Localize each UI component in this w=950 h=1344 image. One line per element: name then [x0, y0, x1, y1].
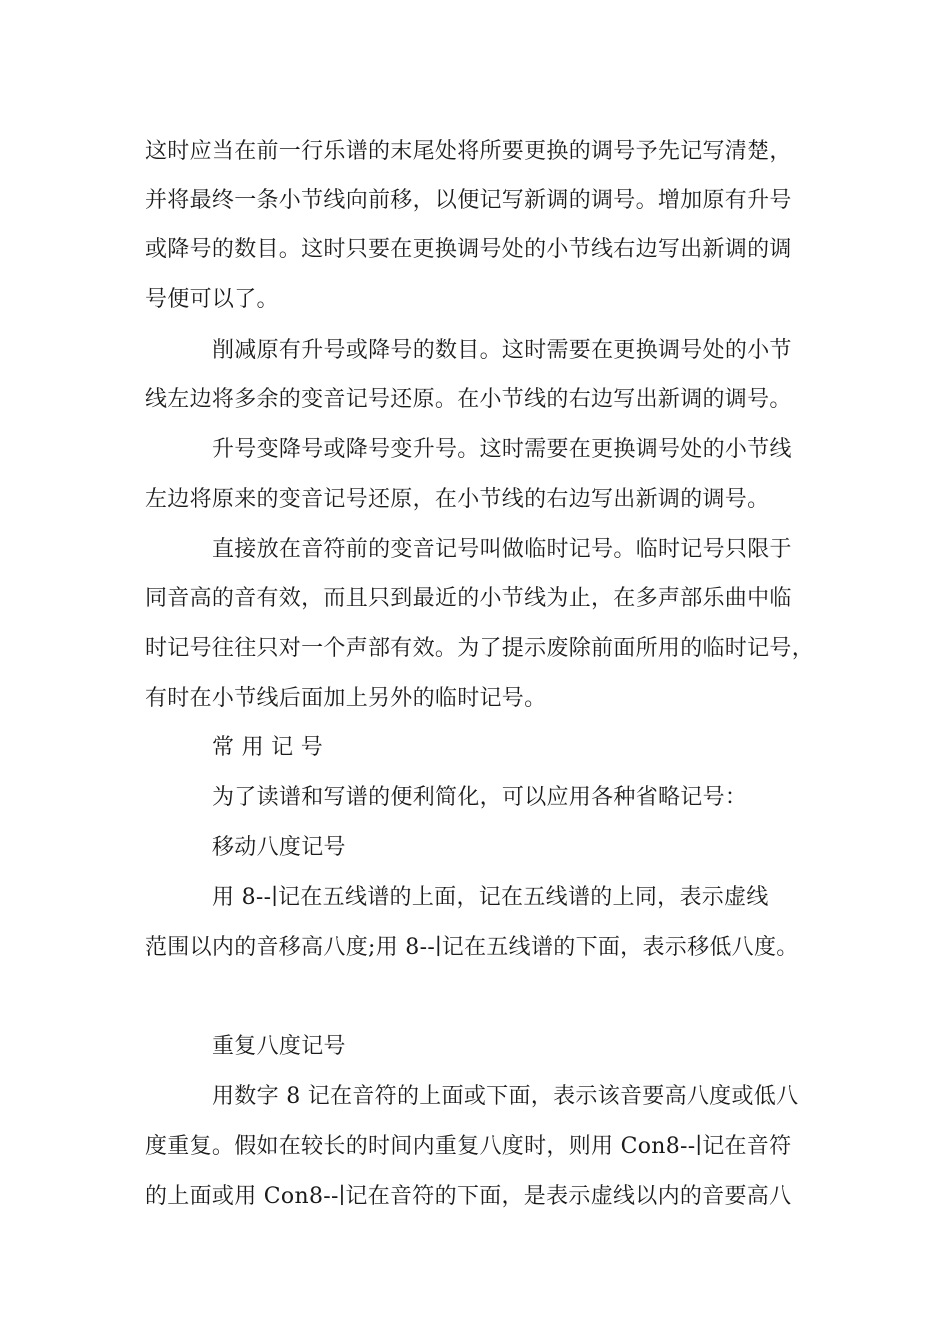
subsection-heading: 重复八度记号 [212, 1034, 346, 1059]
paragraph-line: 有时在小节线后面加上另外的临时记号。 [145, 686, 547, 711]
subsection-heading: 移动八度记号 [212, 835, 346, 860]
section-heading: 常 用 记 号 [212, 735, 324, 760]
paragraph-line: 用 8--∣记在五线谱的上面，记在五线谱的上同，表示虚线 [212, 885, 769, 910]
paragraph-line: 为了读谱和写谱的便利简化，可以应用各种省略记号： [212, 785, 748, 810]
paragraph-line: 升号变降号或降号变升号。这时需要在更换调号处的小节线 [212, 437, 792, 462]
paragraph-line: 或降号的数目。这时只要在更换调号处的小节线右边写出新调的调 [145, 237, 792, 262]
paragraph-line: 左边将原来的变音记号还原，在小节线的右边写出新调的调号。 [145, 487, 770, 512]
paragraph-line: 削减原有升号或降号的数目。这时需要在更换调号处的小节 [212, 338, 792, 363]
paragraph-line: 同音高的音有效，而且只到最近的小节线为止，在多声部乐曲中临 [145, 586, 792, 611]
paragraph-line: 并将最终一条小节线向前移，以便记写新调的调号。增加原有升号 [145, 188, 792, 213]
paragraph-line: 线左边将多余的变音记号还原。在小节线的右边写出新调的调号。 [145, 387, 792, 412]
paragraph-line: 用数字 8 记在音符的上面或下面，表示该音要高八度或低八 [212, 1084, 799, 1109]
paragraph-line: 号便可以了。 [145, 287, 279, 312]
paragraph-line: 范围以内的音移高八度;用 8--∣记在五线谱的下面，表示移低八度。 [145, 935, 799, 960]
paragraph-line: 的上面或用 Con8--∣记在音符的下面，是表示虚线以内的音要高八 [145, 1184, 792, 1209]
paragraph-line: 度重复。假如在较长的时间内重复八度时，则用 Con8--∣记在音符 [145, 1134, 792, 1159]
paragraph-line: 这时应当在前一行乐谱的末尾处将所要更换的调号予先记写清楚， [145, 139, 792, 164]
paragraph-line: 直接放在音符前的变音记号叫做临时记号。临时记号只限于 [212, 537, 792, 562]
paragraph-line: 时记号往往只对一个声部有效。为了提示废除前面所用的临时记号， [145, 636, 815, 661]
